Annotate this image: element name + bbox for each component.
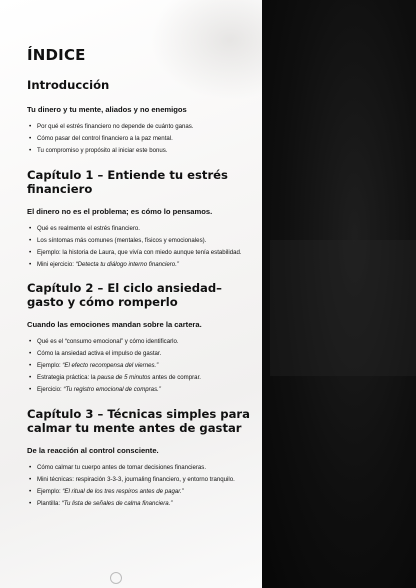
page-title: ÍNDICE (27, 46, 86, 64)
section-item-list (27, 225, 252, 270)
index-section (27, 168, 252, 270)
section-heading: Capítulo 3 – Técnicas simples para calmar tu mente antes de gastar (27, 406, 250, 435)
list-item (37, 338, 252, 347)
index-section (27, 78, 252, 156)
list-item-text: Mini técnicas: respiración 3-3-3, journaling financiero, y entorno tranquilo. (37, 475, 235, 483)
section-subtitle: De la reacción al control consciente. (27, 445, 159, 455)
list-item-prefix: Estrategia práctica: la (37, 374, 98, 382)
list-item-prefix: Ejemplo: (37, 362, 63, 370)
list-item-prefix: Ejercicio: (37, 386, 64, 394)
list-item-prefix: Mini ejercicio: (37, 260, 76, 268)
index-sections (27, 78, 252, 508)
index-content (27, 46, 252, 520)
list-item-emphasis: “Tu registro emocional de compras.” (63, 386, 161, 394)
section-heading: Introducción (27, 78, 110, 92)
list-item-text: Ejemplo: la historia de Laura, que vivía con miedo aunque tenía estabilidad. (37, 248, 242, 256)
list-item (37, 500, 252, 509)
section-subtitle: El dinero no es el problema; es cómo lo pensamos. (27, 206, 213, 216)
list-item-suffix: antes de comprar. (150, 374, 201, 382)
index-section (27, 281, 252, 395)
list-item (37, 386, 252, 395)
list-item (37, 261, 252, 270)
list-item (37, 237, 252, 246)
dark-background-panel (262, 0, 416, 588)
list-item-prefix: Ejemplo: (37, 487, 63, 495)
list-item-text: Cómo calmar tu cuerpo antes de tomar decisiones financieras. (37, 463, 207, 471)
seal-logo-icon (110, 572, 122, 584)
footer-logo (106, 572, 126, 586)
index-section (27, 407, 252, 509)
list-item-emphasis: “El efecto recompensa del viernes.” (62, 362, 159, 370)
list-item (37, 476, 252, 485)
list-item (37, 488, 252, 497)
list-item-text: Por qué el estrés financiero no depende de cuánto ganas. (37, 123, 194, 130)
list-item-text: Cómo la ansiedad activa el impulso de gastar. (37, 350, 162, 358)
section-heading: Capítulo 2 – El ciclo ansiedad–gasto y cómo romperlo (27, 281, 222, 310)
section-subtitle: Tu dinero y tu mente, aliados y no enemigos (27, 105, 187, 114)
list-item (37, 147, 252, 156)
list-item-text: Cómo pasar del control financiero a la paz mental. (37, 134, 173, 142)
list-item (37, 350, 252, 359)
section-subtitle: Cuando las emociones mandan sobre la cartera. (27, 320, 202, 330)
list-item (37, 374, 252, 383)
background-shade (270, 240, 416, 376)
list-item-text: Los síntomas más comunes (mentales, físicos y emocionales). (37, 236, 207, 244)
list-item-emphasis: “Tu lista de señales de calma financiera.” (61, 499, 173, 507)
list-item (37, 123, 252, 132)
list-item-emphasis: “Detecta tu diálogo interno financiero.” (75, 260, 179, 268)
list-item-prefix: Plantilla: (37, 499, 62, 507)
list-item-emphasis: pausa de 5 minutos (97, 374, 151, 382)
list-item (37, 225, 252, 234)
list-item (37, 362, 252, 371)
list-item (37, 249, 252, 258)
list-item-emphasis: “El ritual de los tres respiros antes de pagar.” (62, 487, 184, 495)
list-item (37, 464, 252, 473)
list-item (37, 135, 252, 144)
list-item-text: Qué es realmente el estrés financiero. (37, 224, 140, 232)
section-item-list (27, 338, 252, 395)
list-item-text: Tu compromiso y propósito al iniciar este bonus. (37, 146, 168, 154)
list-item-text: Qué es el “consumo emocional” y cómo identificarlo. (37, 338, 179, 346)
section-item-list (27, 464, 252, 509)
section-item-list (27, 123, 252, 156)
section-heading: Capítulo 1 – Entiende tu estrés financiero (27, 167, 228, 196)
